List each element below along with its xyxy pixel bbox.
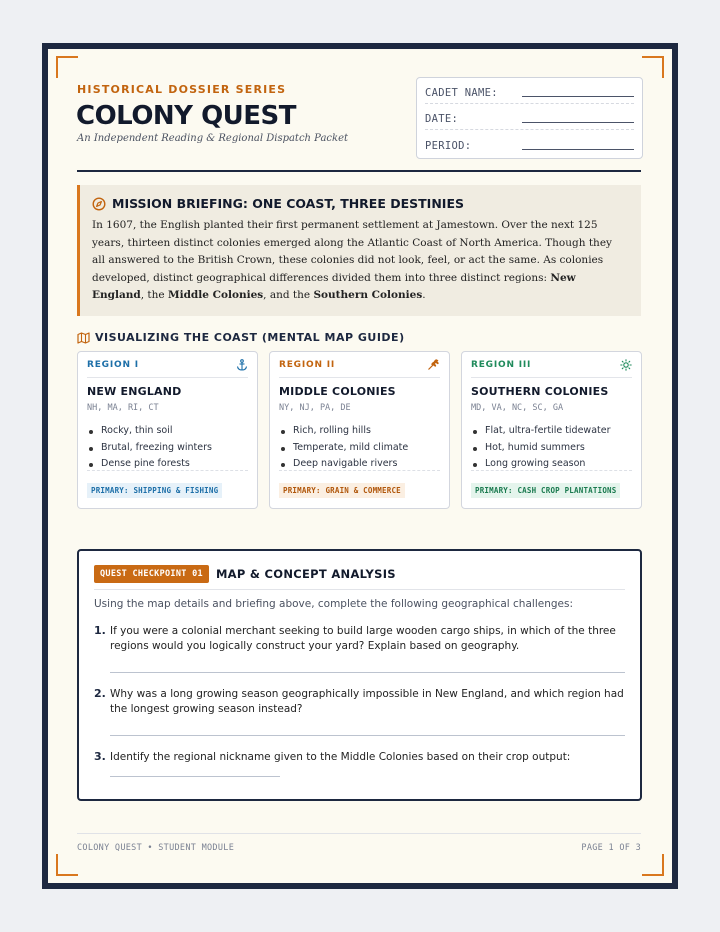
- cadet-name-row: [425, 78, 634, 104]
- briefing-term: New England: [92, 271, 576, 301]
- question-text: Identify the regional nickname given to the Middle Colonies based on their crop output:: [110, 751, 571, 763]
- corner-mark: [56, 56, 78, 78]
- page-frame: [42, 43, 678, 889]
- checkpoint-badge: QUEST CHECKPOINT 01: [94, 565, 209, 583]
- region-card-southern-colonies: [461, 351, 642, 509]
- answer-line[interactable]: [110, 653, 625, 673]
- briefing-term: Middle Colonies: [167, 289, 264, 301]
- compass-icon: [92, 197, 106, 211]
- region-traits: [87, 423, 248, 473]
- period-row: [425, 130, 634, 156]
- region-label: REGION III: [471, 359, 532, 370]
- region-footer: [471, 470, 632, 498]
- trait-item: Flat, ultra-fertile tidewater: [471, 423, 632, 440]
- answer-line[interactable]: [110, 765, 280, 777]
- date-field[interactable]: [522, 122, 634, 123]
- region-states: NY, NJ, PA, DE: [279, 403, 351, 413]
- region-card-header: [87, 352, 248, 378]
- answer-line[interactable]: [110, 716, 625, 736]
- region-name: MIDDLE COLONIES: [279, 385, 396, 398]
- page-title: COLONY QUEST: [76, 101, 297, 131]
- region-traits: [279, 423, 440, 473]
- checkpoint-title: MAP & CONCEPT ANALYSIS: [215, 567, 396, 581]
- primary-tag: PRIMARY: CASH CROP PLANTATIONS: [471, 483, 620, 498]
- date-row: [425, 104, 634, 130]
- corner-mark: [56, 854, 78, 876]
- region-name: SOUTHERN COLONIES: [471, 385, 609, 398]
- period-label: PERIOD:: [425, 140, 472, 152]
- briefing-text: [92, 217, 627, 305]
- region-states: NH, MA, RI, CT: [87, 403, 159, 413]
- region-card-header: [279, 352, 440, 378]
- briefing-header: [92, 196, 627, 211]
- page-subtitle: An Independent Reading & Regional Dispatch Packet: [77, 133, 349, 144]
- briefing-text-part: .: [422, 289, 426, 301]
- map-icon: [77, 332, 90, 344]
- trait-item: Temperate, mild climate: [279, 440, 440, 457]
- question-item: [94, 750, 625, 765]
- region-name: NEW ENGLAND: [87, 385, 182, 398]
- region-label: REGION I: [87, 359, 139, 370]
- briefing-text-part: In 1607, the English planted their first permanent settlement at Jamestown. Over the next 125 years, thirteen distinct colonies emerged along the Atlantic Coast of North America. Though they all answered to the British Crown, these colonies did not look, feel, or act the same. As colonies developed, distinct geographical differences divided them into three distinct regions:: [92, 219, 612, 284]
- trait-item: Dense pine forests: [87, 456, 248, 473]
- anchor-icon: [236, 359, 248, 371]
- briefing-text-part: , the: [140, 289, 168, 301]
- question-text: If you were a colonial merchant seeking to build large wooden cargo ships, in which of the three regions would you logically construct your yard? Explain based on geography.: [110, 625, 616, 652]
- trait-item: Brutal, freezing winters: [87, 440, 248, 457]
- region-footer: [87, 470, 248, 498]
- region-states: MD, VA, NC, SC, GA: [471, 403, 564, 413]
- primary-tag: PRIMARY: SHIPPING & FISHING: [87, 483, 222, 498]
- sun-icon: [620, 359, 632, 371]
- briefing-text-part: , and the: [263, 289, 314, 301]
- region-cards: [77, 351, 642, 509]
- worksheet-page: [48, 49, 672, 883]
- region-traits: [471, 423, 632, 473]
- region-card-new-england: [77, 351, 258, 509]
- trait-item: Rocky, thin soil: [87, 423, 248, 440]
- region-label: REGION II: [279, 359, 336, 370]
- footer-page-number: PAGE 1 OF 3: [581, 843, 641, 853]
- visualizing-title: VISUALIZING THE COAST (MENTAL MAP GUIDE): [95, 331, 405, 344]
- trait-item: Long growing season: [471, 456, 632, 473]
- region-card-middle-colonies: [269, 351, 450, 509]
- question-item: [94, 687, 625, 716]
- series-label: HISTORICAL DOSSIER SERIES: [77, 83, 287, 96]
- question-item: [94, 624, 625, 653]
- trait-item: Hot, humid summers: [471, 440, 632, 457]
- checkpoint-intro: Using the map details and briefing above, complete the following geographical challenges:: [94, 598, 573, 610]
- cadet-name-label: CADET NAME:: [425, 87, 498, 99]
- question-number: 1.: [94, 624, 106, 637]
- cadet-name-field[interactable]: [522, 96, 634, 97]
- question-number: 2.: [94, 687, 106, 700]
- corner-mark: [642, 56, 664, 78]
- wheat-icon: [427, 358, 440, 371]
- page-footer: [77, 833, 641, 853]
- briefing-title: MISSION BRIEFING: ONE COAST, THREE DESTINIES: [112, 196, 464, 211]
- visualizing-header: [77, 331, 405, 344]
- student-id-box: [416, 77, 643, 159]
- header-divider: [77, 170, 641, 172]
- checkpoint-header: [94, 565, 625, 590]
- question-number: 3.: [94, 750, 106, 763]
- primary-tag: PRIMARY: GRAIN & COMMERCE: [279, 483, 405, 498]
- question-text: Why was a long growing season geographically impossible in New England, and which region had the longest growing season instead?: [110, 688, 624, 715]
- trait-item: Deep navigable rivers: [279, 456, 440, 473]
- briefing-term: Southern Colonies: [313, 289, 423, 301]
- date-label: DATE:: [425, 113, 459, 125]
- region-card-header: [471, 352, 632, 378]
- quest-checkpoint: [77, 549, 642, 801]
- period-field[interactable]: [522, 149, 634, 150]
- mission-briefing: [77, 185, 641, 316]
- trait-item: Rich, rolling hills: [279, 423, 440, 440]
- corner-mark: [642, 854, 664, 876]
- footer-module: COLONY QUEST • STUDENT MODULE: [77, 843, 235, 853]
- region-footer: [279, 470, 440, 498]
